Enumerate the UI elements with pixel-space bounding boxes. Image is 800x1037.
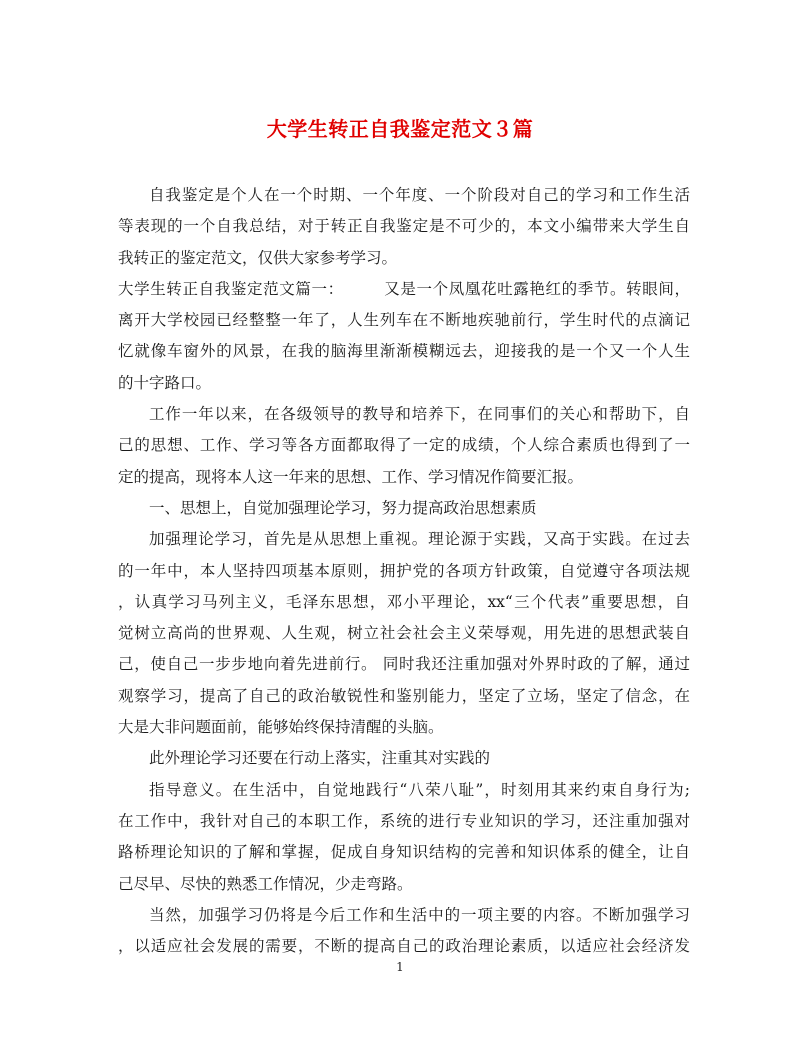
- text-line: 觉树立高尚的世界观、人生观，树立社会社会主义荣辱观，用先进的思想武装自: [118, 624, 690, 643]
- text-line: 己，使自己一步步地向着先进前行。 同时我还注重加强对外界时政的了解，通过: [118, 655, 690, 674]
- text-line: 己尽早、尽快的熟悉工作情况，少走弯路。: [118, 874, 413, 893]
- text-line: 此外理论学习还要在行动上落实，注重其对实践的: [149, 749, 491, 768]
- text-line: 加强理论学习，首先是从思想上重视。理论源于实践，又高于实践。在过去: [149, 530, 690, 549]
- text-line: 定的提高，现将本人这一年来的思想、工作、学习情况作简要汇报。: [118, 467, 584, 486]
- text-line: 的十字路口。: [118, 373, 212, 392]
- page-number: 1: [396, 960, 404, 974]
- text-line: 己的思想、工作、学习等各方面都取得了一定的成绩，个人综合素质也得到了一: [118, 436, 690, 455]
- text-line: 忆就像车窗外的风景，在我的脑海里渐渐模糊远去，迎接我的是一个又一个人生: [118, 342, 690, 361]
- text-line: 一、思想上，自觉加强理论学习，努力提高政治思想素质: [149, 498, 537, 517]
- text-line: 路桥理论知识的了解和掌握，促成自身知识结构的完善和知识体系的健全，让自: [118, 843, 690, 862]
- text-line: 工作一年以来，在各级领导的教导和培养下，在同事们的关心和帮助下，自: [149, 405, 690, 424]
- text-line: 我转正的鉴定范文，仅供大家参考学习。: [118, 248, 398, 267]
- document-title: 大学生转正自我鉴定范文３篇: [266, 117, 534, 141]
- text-line: 的一年中，本人坚持四项基本原则，拥护党的各项方针政策，自觉遵守各项法规: [118, 561, 690, 580]
- document-body: [118, 180, 690, 962]
- text-line: 在工作中，我针对自己的本职工作，系统的进行专业知识的学习，还注重加强对: [118, 811, 690, 830]
- text-line: 等表现的一个自我总结，对于转正自我鉴定是不可少的，本文小编带来大学生自: [118, 217, 690, 236]
- text-line: ，以适应社会发展的需要，不断的提高自己的政治理论素质，以适应社会经济发: [118, 937, 690, 956]
- text-line: 自我鉴定是个人在一个时期、一个年度、一个阶段对自己的学习和工作生活: [149, 186, 690, 204]
- text-line: 指导意义。在生活中，自觉地践行“八荣八耻”，时刻用其来约束自身行为;: [149, 780, 690, 799]
- text-line: 大学生转正自我鉴定范文篇一： 又是一个凤凰花吐露艳红的季节。转眼间，: [118, 279, 690, 298]
- text-line: 观察学习，提高了自己的政治敏锐性和鉴别能力，坚定了立场，坚定了信念，在: [118, 686, 690, 705]
- text-line: 大是大非问题面前，能够始终保持清醒的头脑。: [118, 718, 444, 737]
- text-line: 当然，加强学习仍将是今后工作和生活中的一项主要的内容。不断加强学习: [149, 905, 690, 924]
- text-line: 离开大学校园已经整整一年了，人生列车在不断地疾驰前行，学生时代的点滴记: [118, 311, 690, 330]
- text-line: ，认真学习马列主义，毛泽东思想，邓小平理论，xx“三个代表”重要思想，自: [118, 592, 690, 611]
